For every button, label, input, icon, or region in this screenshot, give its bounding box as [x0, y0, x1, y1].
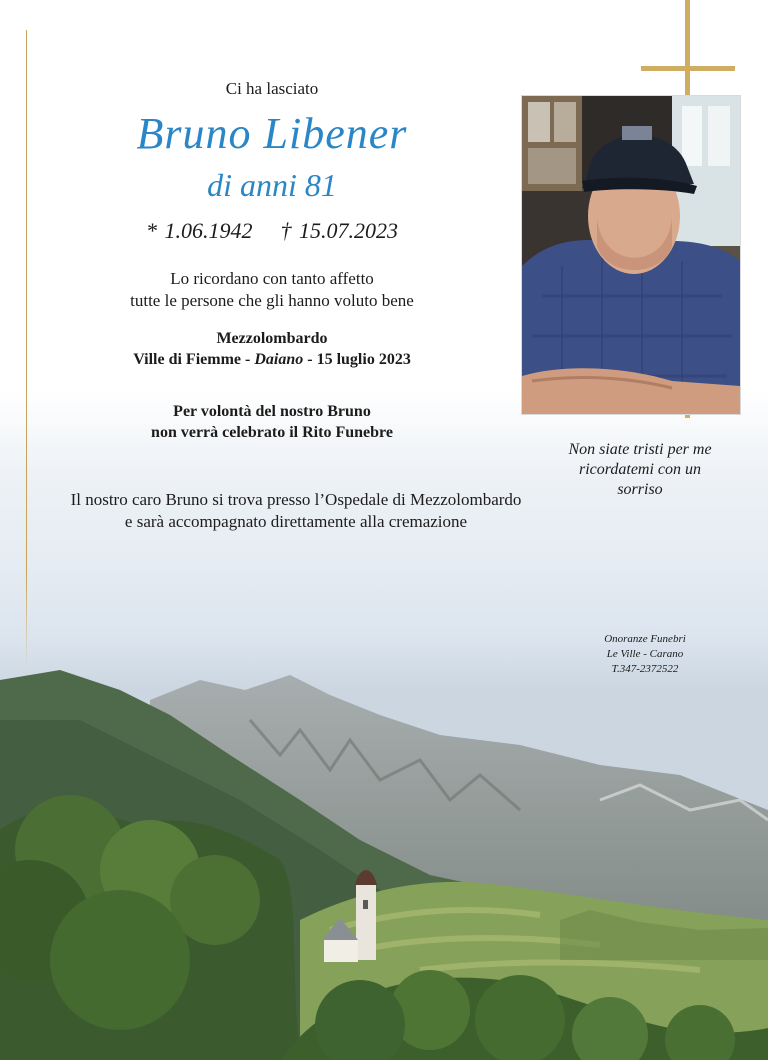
- place-italic: Daiano: [254, 351, 304, 368]
- place-suffix: - 15 luglio 2023: [303, 351, 411, 368]
- agency-phone: T.347-2372522: [611, 663, 679, 675]
- portrait-photo: [521, 95, 741, 415]
- left-border-line: [26, 30, 27, 670]
- place-date-text: [30, 328, 514, 370]
- dates-line: [30, 218, 514, 244]
- death-date: † 15.07.2023: [280, 218, 398, 243]
- age-text: di anni 81: [207, 167, 337, 203]
- place-line-1: Mezzolombardo: [216, 330, 328, 347]
- quote-line-3: sorriso: [617, 481, 663, 498]
- quote-line-2: ricordatemi con un: [578, 461, 702, 478]
- quote-line-1: Non siate tristi per me: [568, 441, 712, 458]
- intro-text: Ci ha lasciato: [225, 79, 319, 98]
- remembrance-text: [30, 268, 514, 312]
- info-line-1: Il nostro caro Bruno si trova presso l’Ospedale di Mezzolombardo: [70, 490, 522, 509]
- remembrance-line-2: tutte le persone che gli hanno voluto bene: [130, 291, 414, 310]
- cross-horizontal-bar: [641, 66, 735, 71]
- deceased-name: Bruno Libener: [136, 109, 408, 158]
- agency-location: Le Ville - Carano: [606, 648, 684, 660]
- wish-line-2: non verrà celebrato il Rito Funebre: [151, 424, 393, 441]
- place-prefix: Ville di Fiemme -: [133, 351, 255, 368]
- birth-date: * 1.06.1942: [146, 218, 253, 243]
- info-line-2: e sarà accompagnato direttamente alla cremazione: [124, 512, 468, 531]
- info-text: [26, 489, 566, 533]
- mountain-landscape-image: [0, 660, 768, 1060]
- wish-text: [30, 401, 514, 443]
- agency-name: Onoranze Funebri: [604, 633, 686, 645]
- remembrance-line-1: Lo ricordano con tanto affetto: [170, 269, 374, 288]
- wish-line-1: Per volontà del nostro Bruno: [173, 403, 371, 420]
- place-line-2: [30, 349, 514, 370]
- memorial-quote: [540, 440, 740, 500]
